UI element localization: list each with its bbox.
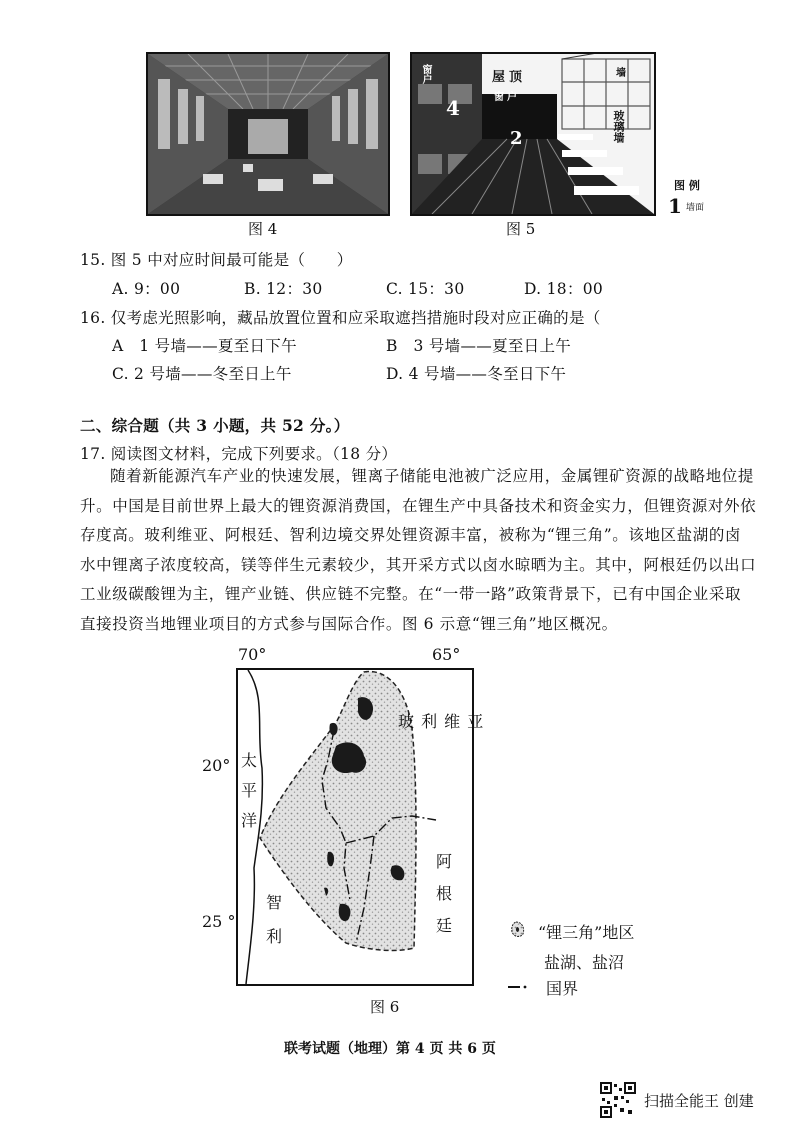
q17-material xyxy=(80,462,780,639)
q15-stem: 15. 图 5 中对应时间最可能是（ ） xyxy=(80,251,353,269)
legend-salt-lake: 盐湖、盐沼 xyxy=(544,953,625,972)
argentina-char: 根 xyxy=(436,884,453,903)
figure-6-caption: 图 6 xyxy=(370,998,400,1016)
material-line: 水中锂离子浓度较高，镁等伴生元素较少，其开采方式以卤水晾晒为主。其中，阿根廷仍以出口 xyxy=(80,555,757,574)
material-line: 工业级碳酸锂为主，锂产业链、供应链不完整。在“一带一路”政策背景下，已有中国企业采取 xyxy=(80,585,742,603)
figure-4-image xyxy=(146,52,390,216)
q16-option-a: A 1 号墙——夏至日下午 xyxy=(112,337,297,355)
lat-20-label: 20° xyxy=(202,756,231,775)
chile-char: 利 xyxy=(266,927,283,946)
page-footer: 联考试题（地理）第 4 页 共 6 页 xyxy=(284,1041,496,1057)
chile-char: 智 xyxy=(266,893,283,912)
argentina-char: 阿 xyxy=(436,852,453,871)
lon-65-label: 65° xyxy=(432,645,461,664)
material-line: 随着新能源汽车产业的快速发展，锂离子储能电池被广泛应用，金属锂矿资源的战略地位提 xyxy=(110,467,755,485)
material-line: 升。中国是目前世界上最大的锂资源消费国，在锂生产中具备技术和资金实力，但锂资源对外依 xyxy=(80,496,757,515)
q15-option-c: C. 15：30 xyxy=(386,280,465,298)
argentina-char: 廷 xyxy=(436,916,453,935)
lat-25-label: 25 ° xyxy=(202,912,236,931)
map-label-chile xyxy=(266,886,284,954)
map-label-bolivia: 玻 利 维 亚 xyxy=(398,712,485,731)
section-2-title: 二、综合题（共 3 小题，共 52 分。） xyxy=(80,416,350,435)
q16-option-d: D. 4 号墙——冬至日下午 xyxy=(386,365,567,383)
figure-4-caption: 图 4 xyxy=(248,220,278,238)
q15-option-a: A. 9：00 xyxy=(112,280,181,298)
material-line: 存度高。玻利维亚、阿根廷、智利边境交界处锂资源丰富，被称为“锂三角”。该地区盐湖的卤 xyxy=(80,526,742,544)
lon-70-label: 70° xyxy=(238,645,267,664)
pacific-char: 太 xyxy=(241,751,258,770)
legend-border: 国界 xyxy=(546,979,579,998)
legend-lithium-triangle: “锂三角”地区 xyxy=(538,923,635,942)
fig5-window-label-left: 窗户 xyxy=(420,64,431,84)
qr-code-icon xyxy=(600,1082,636,1118)
fig5-legend-number: 1 xyxy=(668,194,682,218)
q16-option-c: C. 2 号墙——冬至日上午 xyxy=(112,365,292,383)
pacific-char: 洋 xyxy=(241,811,258,830)
fig5-glass-wall-label: 玻璃墙 xyxy=(612,110,625,143)
map-label-argentina xyxy=(436,846,454,942)
legend-border-line-icon xyxy=(508,980,534,994)
material-line: 直接投资当地锂业项目的方式参与国际合作。图 6 示意“锂三角”地区概况。 xyxy=(80,614,618,633)
fig5-roof-label: 屋顶 xyxy=(492,70,527,85)
scanner-watermark: 扫描全能王 创建 xyxy=(644,1092,754,1110)
pacific-char: 平 xyxy=(241,781,258,800)
fig5-window-label-center: 窗户 xyxy=(494,92,520,103)
figure-5-caption: 图 5 xyxy=(506,220,536,238)
fig5-legend-text: 墙面 xyxy=(686,203,705,213)
legend-triangle-icon xyxy=(508,920,528,940)
q15-option-d: D. 18：00 xyxy=(524,280,604,298)
fig5-wall-number-2: 2 xyxy=(510,128,523,149)
museum-hall-illustration xyxy=(148,54,388,214)
q17-stem: 17. 阅读图文材料，完成下列要求。（18 分） xyxy=(80,445,398,463)
map-label-pacific xyxy=(241,746,259,836)
fig5-wall-mark: 墙 xyxy=(616,68,626,79)
q16-stem: 16. 仅考虑光照影响，藏品放置位置和应采取遮挡措施时段对应正确的是（ xyxy=(80,309,601,327)
q16-option-b: B 3 号墙——夏至日上午 xyxy=(386,337,572,355)
fig5-wall-number-4: 4 xyxy=(446,96,460,120)
fig5-legend-title: 图 例 xyxy=(674,179,700,192)
q15-option-b: B. 12：30 xyxy=(244,280,323,298)
